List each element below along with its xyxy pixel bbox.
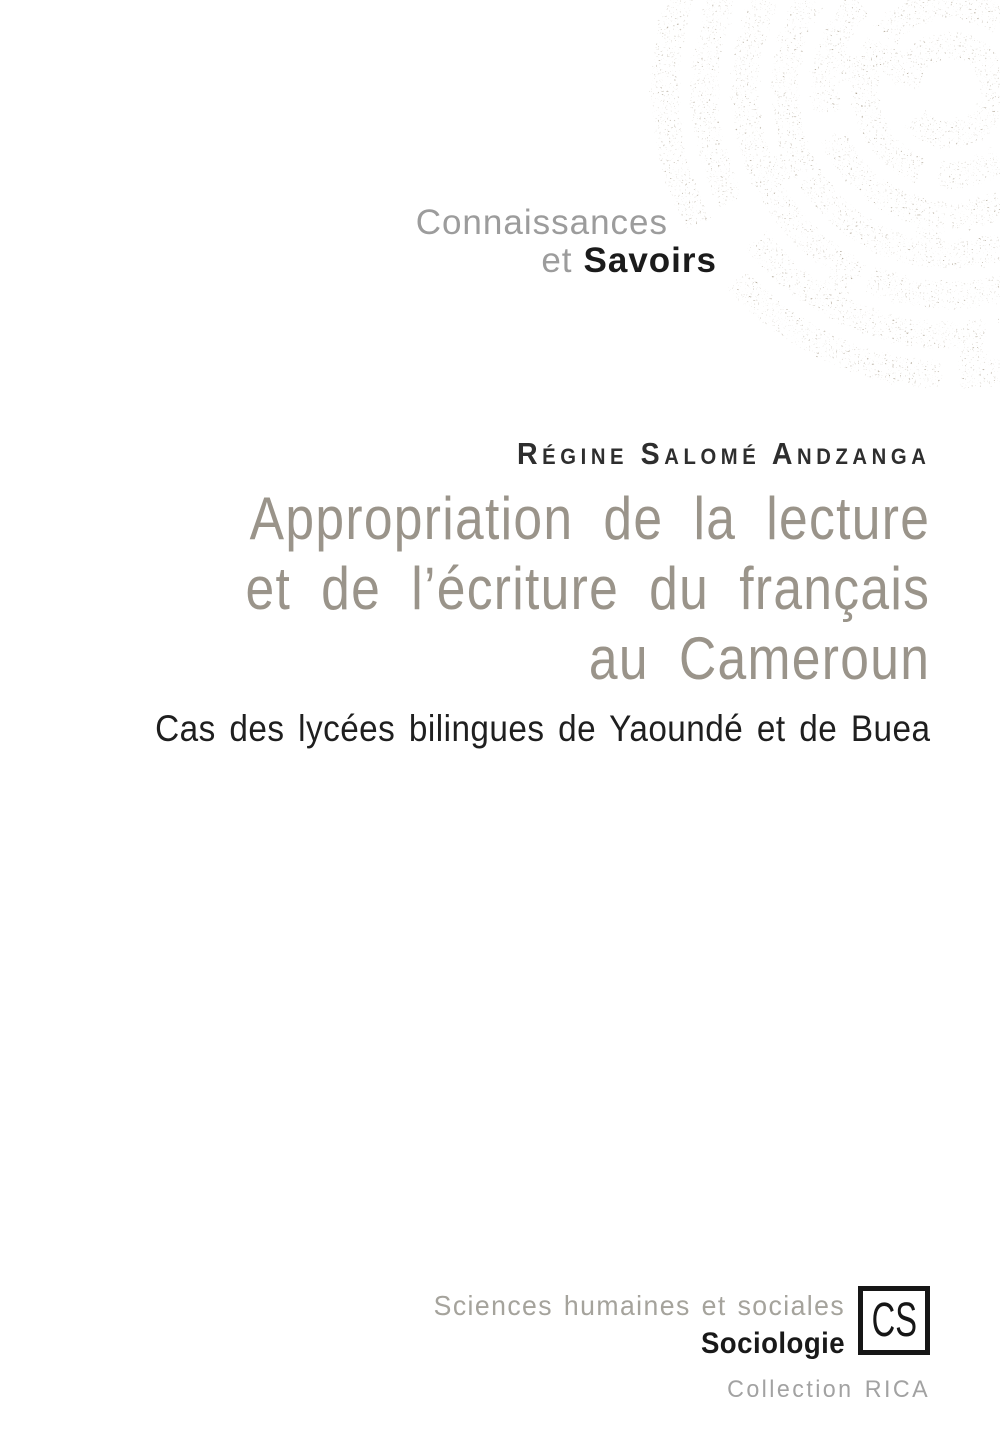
imprint-initials: CS bbox=[871, 1293, 917, 1347]
discipline-label: Sociologie bbox=[700, 1327, 845, 1360]
publisher-line2-name: Savoirs bbox=[583, 241, 717, 280]
category-label: Sciences humaines et sociales bbox=[433, 1290, 845, 1321]
publisher-line1: Connaissances bbox=[415, 203, 668, 242]
publisher-line2-prefix: et bbox=[541, 241, 573, 280]
book-subtitle: Cas des lycées bilingues de Yaoundé et de Buea bbox=[154, 708, 930, 749]
imprint-cs-badge bbox=[858, 1286, 930, 1355]
collection-label: Collection RICA bbox=[726, 1376, 930, 1403]
author-name: Régine Salomé Andzanga bbox=[516, 436, 930, 471]
title-line3: au Cameroun bbox=[588, 625, 930, 692]
publisher-name bbox=[416, 204, 717, 280]
book-title bbox=[245, 484, 930, 694]
imprint-footer bbox=[412, 1286, 930, 1404]
publisher-line2 bbox=[416, 242, 717, 280]
title-line2: et de l’écriture du français bbox=[245, 555, 930, 622]
title-line1: Appropriation de la lecture bbox=[249, 485, 930, 552]
